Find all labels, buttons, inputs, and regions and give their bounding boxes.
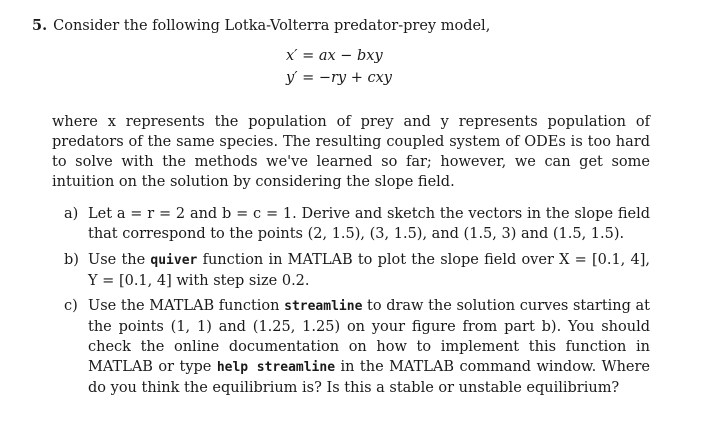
part-a-text: Let a = r = 2 and b = c = 1. Derive and sketch the vectors in the slope field that correspond to the points (2, 1.5), (3, 1.5), and (1.5, 3) and (1.5, 1.5). [88,206,650,242]
equation-predator: y′ = −ry + cxy [286,70,392,86]
code-streamline: streamline [284,299,363,314]
part-b-text [88,250,650,291]
part-b-label: b) [64,252,79,268]
intro-paragraph: where x represents the population of prey and y represents population of predators of the same species. The resulting coupled system of ODEs is too hard to solve with the methods we've learned so far; however, we can get some intuition on the solution by considering the slope field. [52,114,650,190]
part-b-pre: Use the [88,252,151,268]
part-c-text [88,296,650,398]
part-c-post: in the MATLAB command window. Where do you think the equilibrium is? Is this a stable or unstable equilibrium? [88,359,650,396]
code-help-streamline: help streamline [216,360,336,375]
problem-number: 5. [32,17,48,34]
problem-heading [32,16,672,36]
equation-prey: x′ = ax − bxy [286,48,383,64]
code-quiver: quiver [150,253,198,268]
part-a-label: a) [64,206,79,222]
part-c-mid: to draw the solution curves starting at the points (1, 1) and (1.25, 1.25) on your figure from part b). You should check the online documentation on how to implement this function in MATLAB or type [88,298,650,375]
part-c-label: c) [64,298,78,314]
problem-heading-text: Consider the following Lotka-Volterra predator-prey model, [53,18,491,34]
part-c-pre: Use the MATLAB function [88,298,285,314]
part-b-post: function in MATLAB to plot the slope field over X = [0.1, 4], Y = [0.1, 4] with step size 0.2. [88,252,650,289]
